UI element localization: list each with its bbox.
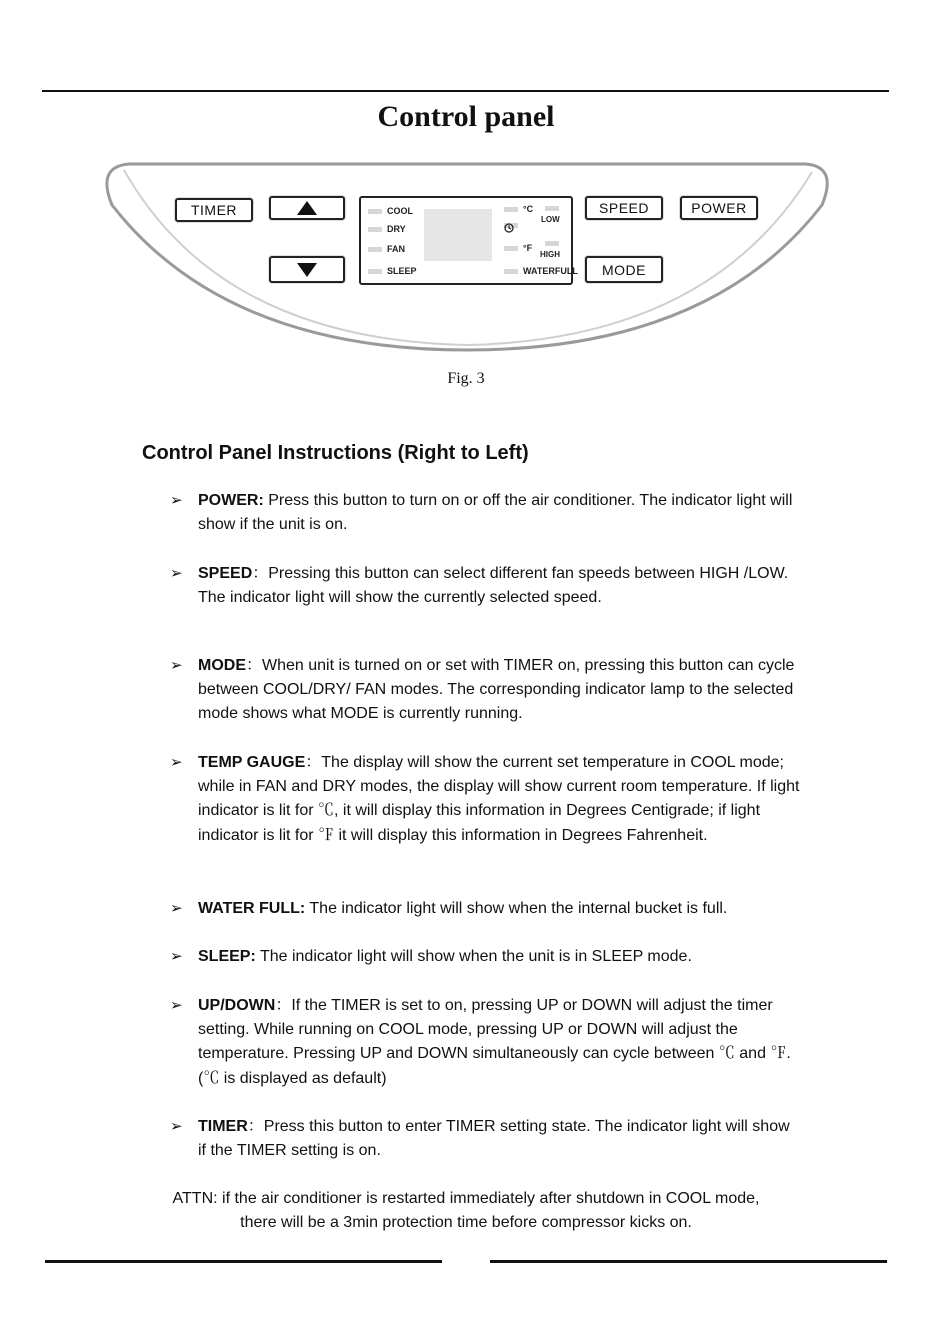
bullet-arrow-icon: ➢ xyxy=(170,900,183,917)
timer-button[interactable]: TIMER xyxy=(175,198,253,222)
waterfull-indicator: WATERFULL xyxy=(504,266,578,276)
down-button[interactable] xyxy=(269,256,345,283)
up-button[interactable] xyxy=(269,196,345,220)
bullet-arrow-icon: ➢ xyxy=(170,657,183,674)
top-rule xyxy=(42,90,889,92)
term: WATER FULL: xyxy=(198,900,306,917)
fan-indicator: FAN xyxy=(368,244,405,254)
bullet-arrow-icon: ➢ xyxy=(170,1118,183,1135)
timer-indicator xyxy=(504,223,523,228)
bottom-rule-right xyxy=(490,1260,887,1263)
high-speed-label: HIGH xyxy=(540,250,560,259)
control-panel-illustration xyxy=(100,150,835,365)
bottom-rule-left xyxy=(45,1260,442,1263)
high-speed-lamp xyxy=(545,241,559,246)
instruction-temp-gauge xyxy=(170,751,800,848)
instruction-mode xyxy=(170,654,800,727)
description: ：When unit is turned on or set with TIMER on, pressing this button can cycle between COOL/DRY/ FAN modes. The corresponding indicator lamp to the selected mode shows what MODE is currently running. xyxy=(198,657,795,723)
attention-line-2: there will be a 3min protection time before compressor kicks on. xyxy=(240,1214,692,1232)
celsius-indicator: °C xyxy=(504,204,533,214)
sleep-indicator: SLEEP xyxy=(368,266,417,276)
term: MODE xyxy=(198,657,246,674)
term: POWER: xyxy=(198,492,264,509)
term: UP/DOWN xyxy=(198,997,276,1014)
page-title: Control panel xyxy=(377,100,555,133)
description-line2: The indicator light will show the currently selected speed. xyxy=(198,589,602,607)
description: The indicator light will show when the internal bucket is full. xyxy=(305,900,728,917)
temperature-display xyxy=(424,209,492,261)
description: ：The display will show the current set temperature in COOL mode; while in FAN and DRY modes, the display will show current room temperature. If light indicator is lit for ℃, it will display this information in Degrees Centigrade; if light indicator is lit for ℉ it will display this information in Degrees Fahrenheit. xyxy=(198,754,800,844)
instruction-power xyxy=(170,489,800,537)
bullet-arrow-icon: ➢ xyxy=(170,754,183,771)
instruction-speed xyxy=(170,562,800,610)
instruction-sleep xyxy=(170,945,800,969)
description: Press this button to turn on or off the air conditioner. The indicator light will show if the unit is on. xyxy=(198,492,793,534)
triangle-up-icon xyxy=(297,201,317,215)
description: ：If the TIMER is set to on, pressing UP or DOWN will adjust the timer setting. While running on COOL mode, pressing UP or DOWN will adjust the temperature. Pressing UP and DOWN simultaneously can cycle between ℃ and ℉. (℃ is displayed as default) xyxy=(198,997,791,1087)
low-speed-label: LOW xyxy=(541,215,560,224)
clock-icon xyxy=(504,223,514,233)
description: ：Press this button to enter TIMER setting state. The indicator light will show if the TIMER setting is on. xyxy=(198,1118,790,1160)
term: TEMP GAUGE xyxy=(198,754,306,771)
cool-indicator: COOL xyxy=(368,206,413,216)
term: TIMER xyxy=(198,1118,248,1135)
fahrenheit-indicator: °F xyxy=(504,243,532,253)
speed-button[interactable]: SPEED xyxy=(585,196,663,220)
low-speed-lamp xyxy=(545,206,559,211)
instructions-heading: Control Panel Instructions (Right to Left) xyxy=(142,442,529,464)
figure-caption: Fig. 3 xyxy=(447,370,485,387)
dry-indicator: DRY xyxy=(368,224,406,234)
description: The indicator light will show when the unit is in SLEEP mode. xyxy=(255,948,692,965)
attention-line-1: ATTN: if the air conditioner is restarted immediately after shutdown in COOL mode, xyxy=(172,1190,760,1207)
instruction-up-down xyxy=(170,994,800,1091)
bullet-arrow-icon: ➢ xyxy=(170,997,183,1014)
term: SLEEP: xyxy=(198,948,256,965)
bullet-arrow-icon: ➢ xyxy=(170,565,183,582)
bullet-arrow-icon: ➢ xyxy=(170,492,183,509)
description: ：Pressing this button can select different fan speeds between HIGH /LOW. xyxy=(252,565,789,582)
term: SPEED xyxy=(198,565,253,582)
instruction-water-full xyxy=(170,897,800,921)
instruction-timer xyxy=(170,1115,800,1163)
bullet-arrow-icon: ➢ xyxy=(170,948,183,965)
mode-button[interactable]: MODE xyxy=(585,256,663,283)
attention-note xyxy=(0,1187,932,1235)
display-panel xyxy=(359,196,578,285)
power-button[interactable]: POWER xyxy=(680,196,758,220)
triangle-down-icon xyxy=(297,263,317,277)
